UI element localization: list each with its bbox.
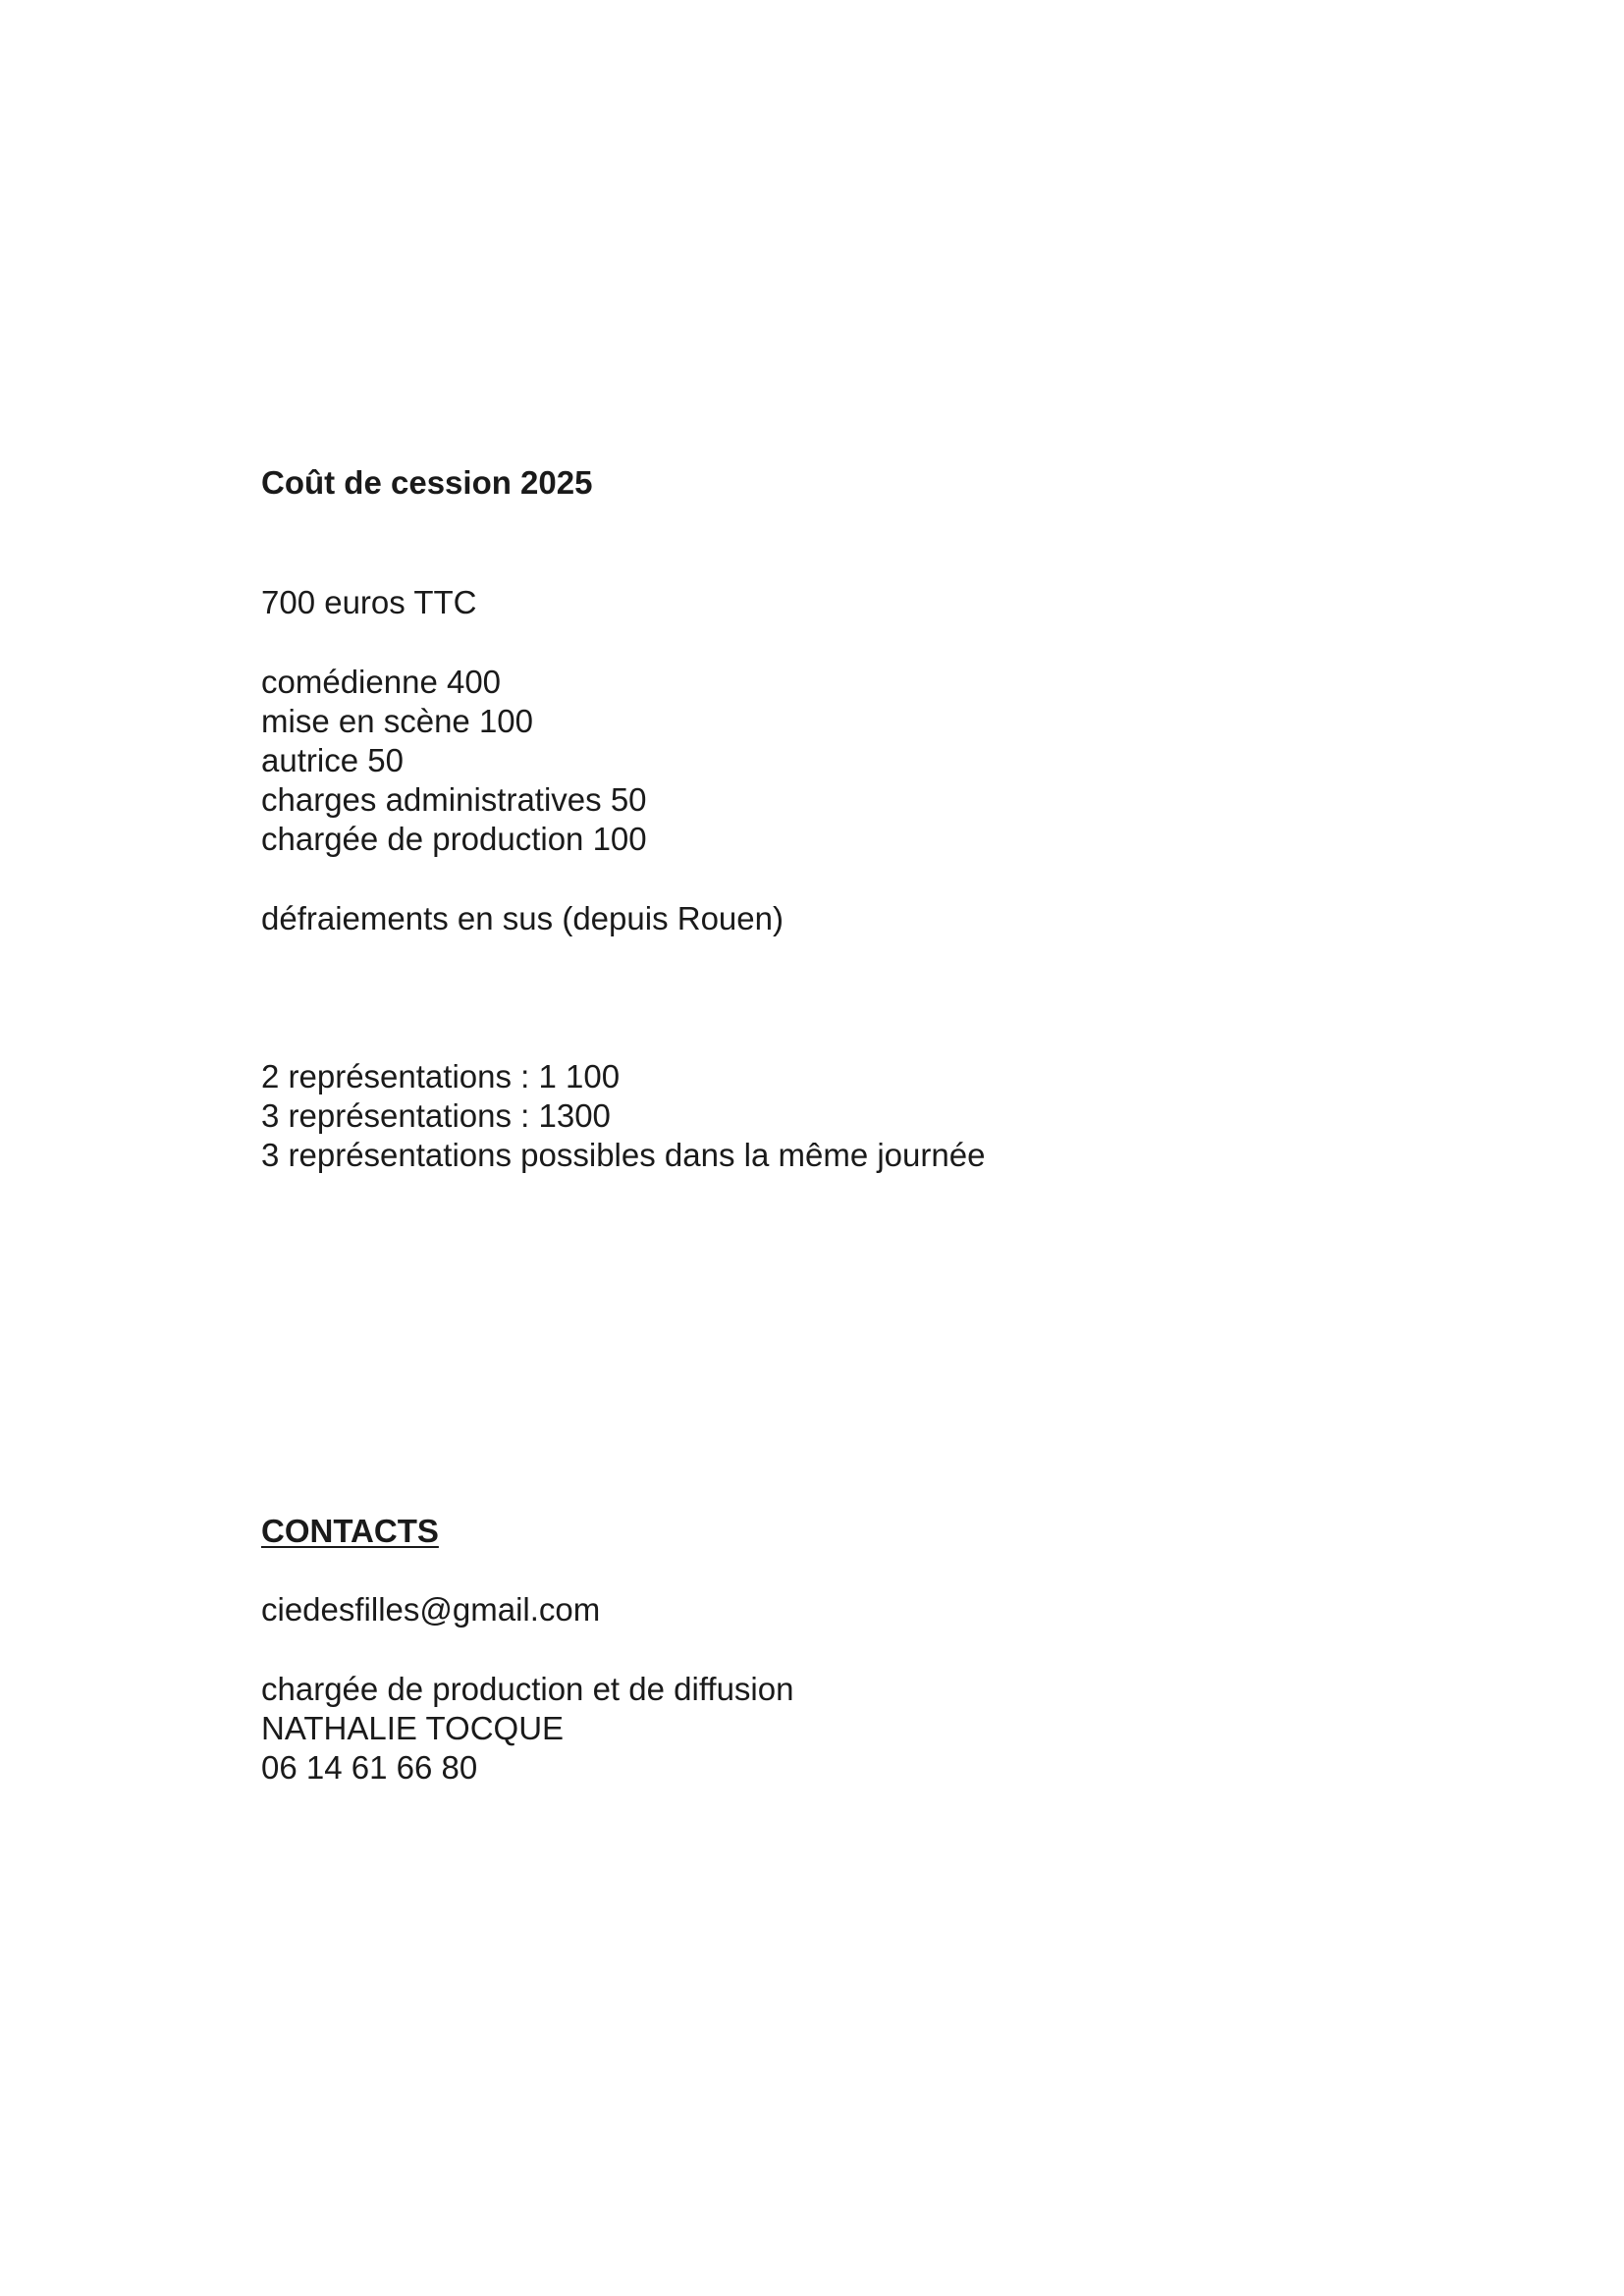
contacts-title: CONTACTS: [261, 1513, 439, 1549]
contact-email[interactable]: ciedesfilles@gmail.com: [261, 1591, 601, 1628]
breakdown-item: chargée de production 100: [261, 821, 647, 857]
contact-name: NATHALIE TOCQUE: [261, 1710, 565, 1746]
contact-phone[interactable]: 06 14 61 66 80: [261, 1749, 478, 1786]
cost-title: Coût de cession 2025: [261, 464, 593, 501]
performance-item: 3 représentations possibles dans la même journée: [261, 1137, 986, 1173]
performance-item: 3 représentations : 1300: [261, 1097, 611, 1134]
breakdown-item: charges administratives 50: [261, 781, 647, 818]
travel-note: défraiements en sus (depuis Rouen): [261, 900, 784, 936]
performance-item: 2 représentations : 1 100: [261, 1058, 621, 1095]
contact-role: chargée de production et de diffusion: [261, 1671, 794, 1707]
breakdown-item: comédienne 400: [261, 664, 502, 700]
breakdown-item: autrice 50: [261, 742, 404, 778]
price-line: 700 euros TTC: [261, 584, 477, 620]
breakdown-item: mise en scène 100: [261, 703, 534, 739]
